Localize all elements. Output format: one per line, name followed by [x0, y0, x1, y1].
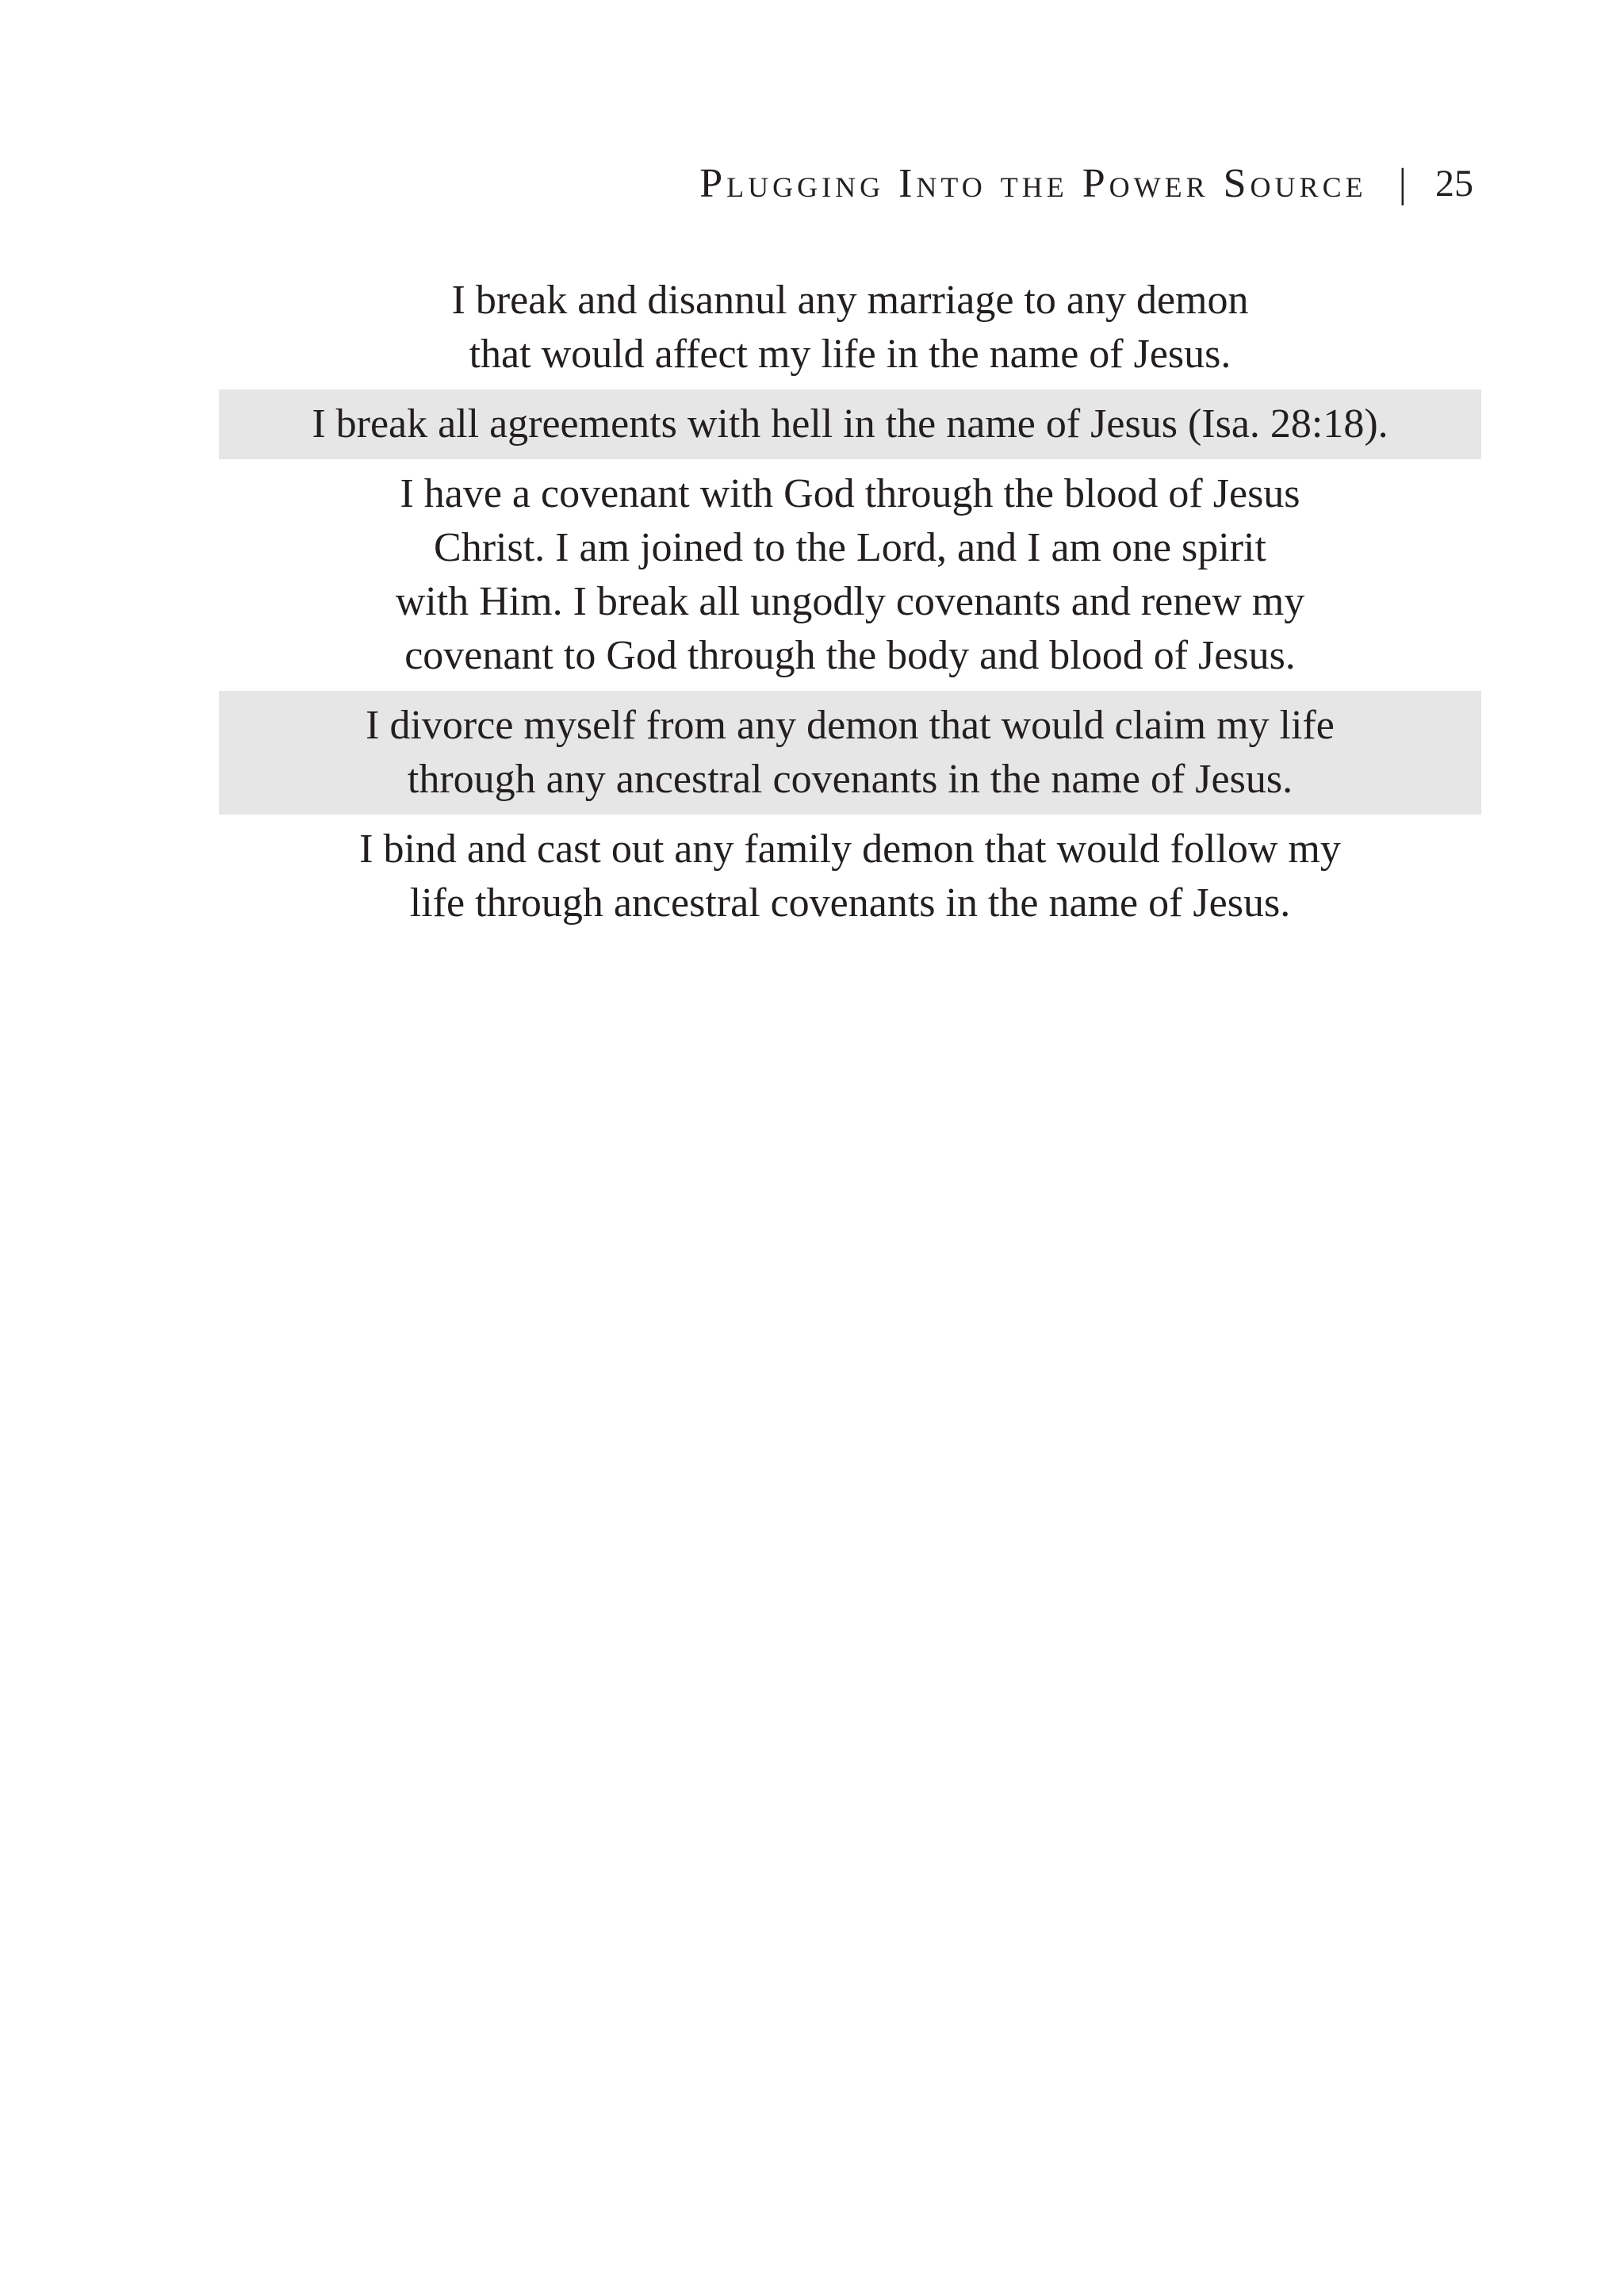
chapter-title: Plugging Into the Power Source — [699, 160, 1367, 206]
prayer-line: I divorce myself from any demon that would claim my life — [366, 703, 1335, 748]
prayer-line: I break and disannul any marriage to any demon — [451, 278, 1249, 323]
prayer-line: life through ancestral covenants in the name of Jesus. — [409, 880, 1291, 926]
prayer-line: covenant to God through the body and blood of Jesus. — [404, 633, 1296, 678]
prayer-line: Christ. I am joined to the Lord, and I am one spirit — [434, 525, 1266, 570]
prayer-list — [219, 266, 1481, 938]
prayer-line: I bind and cast out any family demon that would follow my — [359, 826, 1341, 872]
prayer-block — [219, 815, 1481, 938]
prayer-line: I have a covenant with God through the blood of Jesus — [400, 471, 1300, 516]
prayer-line: through any ancestral covenants in the name of Jesus. — [407, 757, 1293, 802]
prayer-block — [219, 266, 1481, 389]
prayer-block — [219, 459, 1481, 691]
running-head — [699, 155, 1473, 211]
page-number: 25 — [1435, 162, 1473, 205]
prayer-line: that would affect my life in the name of Jesus. — [469, 332, 1231, 377]
prayer-block-shaded — [219, 691, 1481, 815]
prayer-block-shaded — [219, 389, 1481, 459]
header-separator: | — [1398, 160, 1407, 206]
prayer-line: with Him. I break all ungodly covenants and renew my — [395, 579, 1305, 624]
prayer-line: I break all agreements with hell in the name of Jesus (Isa. 28:18). — [312, 401, 1388, 447]
